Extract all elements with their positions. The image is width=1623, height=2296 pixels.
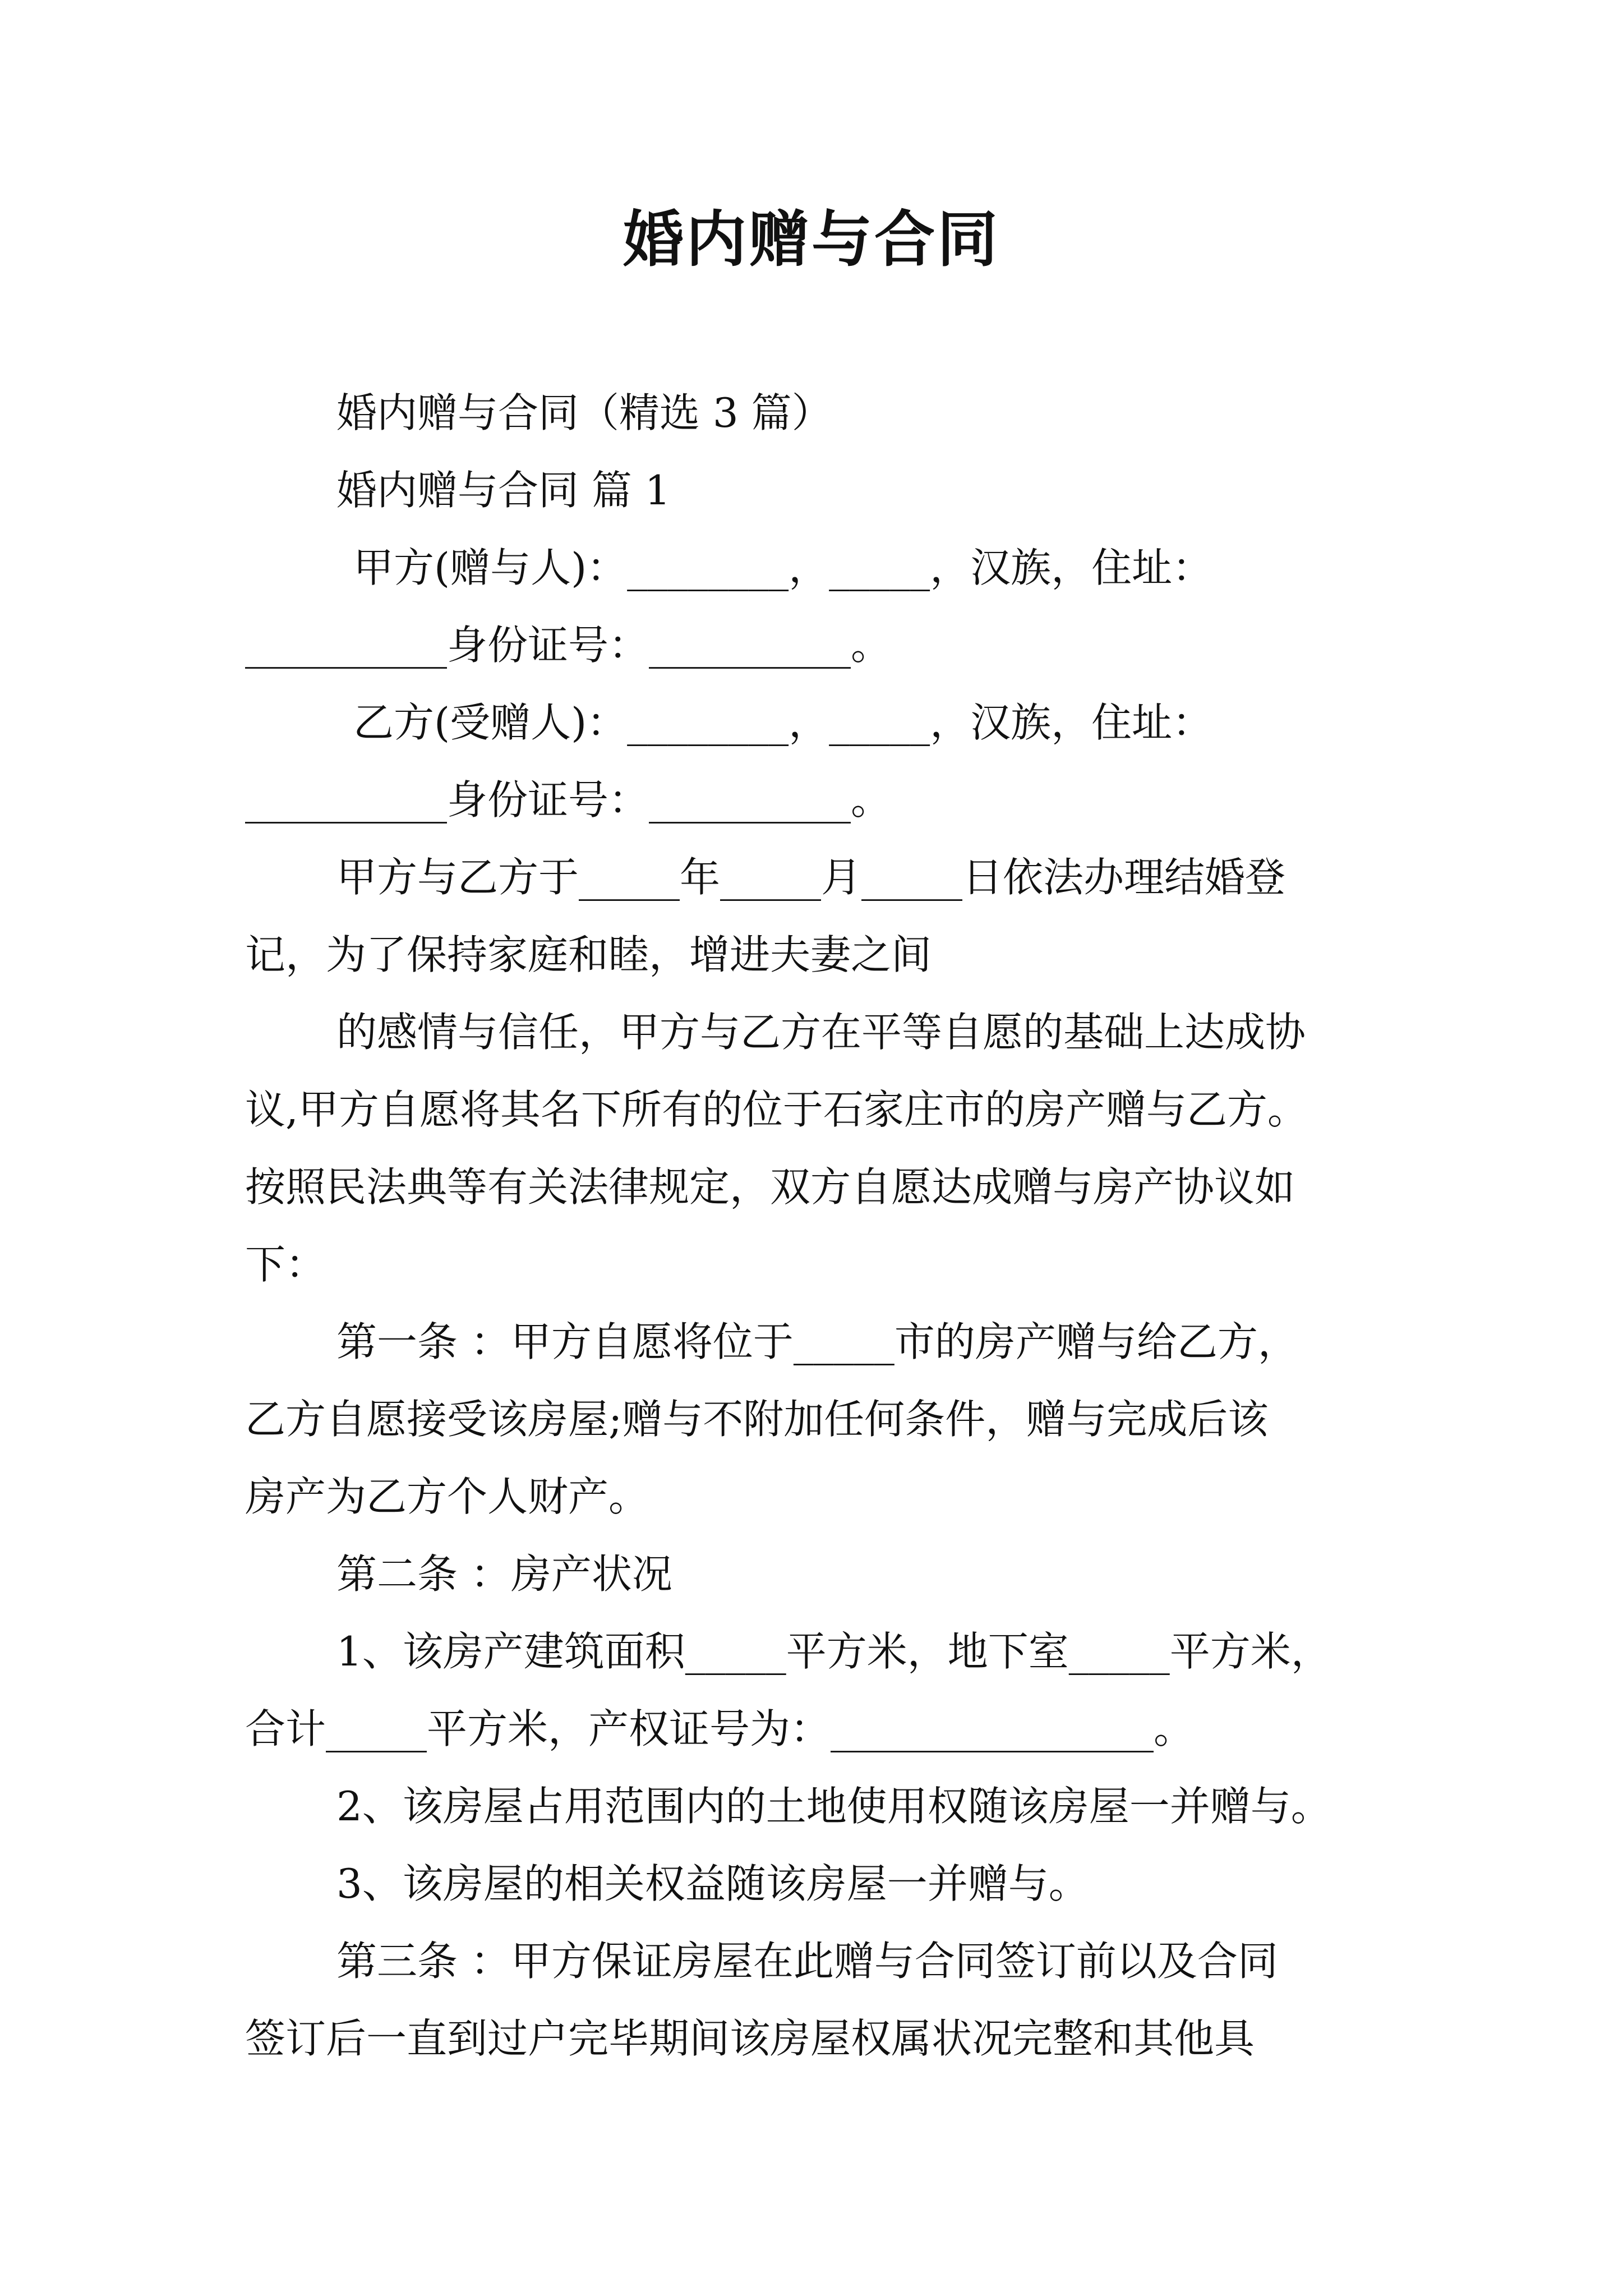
paragraph-line: 甲方与乙方于_____年_____月_____日依法办理结婚登 bbox=[336, 854, 1286, 901]
article-two-item: 2、该房屋占用范围内的土地使用权随该房屋一并赠与。 bbox=[336, 1783, 1331, 1830]
article-one-line: 房产为乙方个人财产。 bbox=[245, 1473, 649, 1520]
article-two-item: 3、该房屋的相关权益随该房屋一并赠与。 bbox=[336, 1860, 1089, 1907]
article-two-heading: 第二条 ：房产状况 bbox=[336, 1550, 672, 1598]
party-a-line: 甲方(赠与人)：________，_____，汉族，住址： bbox=[353, 544, 1213, 591]
subtitle-selection: 婚内赠与合同（精选 3 篇） bbox=[336, 389, 832, 436]
paragraph-line: 议,甲方自愿将其名下所有的位于石家庄市的房产赠与乙方。 bbox=[245, 1086, 1308, 1133]
section-heading: 婚内赠与合同 篇 1 bbox=[336, 467, 671, 514]
article-one-line: 第一条 ：甲方自愿将位于_____市的房产赠与给乙方， bbox=[336, 1318, 1298, 1365]
article-two-item: 1、该房产建筑面积_____平方米，地下室_____平方米， bbox=[336, 1628, 1331, 1675]
document-title: 婚内赠与合同 bbox=[623, 204, 1000, 275]
party-b-line: 乙方(受赠人)：________，_____，汉族，住址： bbox=[353, 699, 1213, 746]
party-a-id-line: __________身份证号：__________。 bbox=[245, 622, 892, 669]
paragraph-line: 的感情与信任，甲方与乙方在平等自愿的基础上达成协 bbox=[336, 1009, 1306, 1056]
article-three-line: 第三条 ：甲方保证房屋在此赠与合同签订前以及合同 bbox=[336, 1938, 1278, 1985]
article-two-item: 合计_____平方米，产权证号为：________________。 bbox=[245, 1705, 1195, 1752]
article-one-line: 乙方自愿接受该房屋;赠与不附加任何条件，赠与完成后该 bbox=[245, 1396, 1269, 1443]
paragraph-line: 下： bbox=[245, 1241, 326, 1288]
paragraph-line: 记，为了保持家庭和睦，增进夫妻之间 bbox=[245, 931, 932, 978]
paragraph-line: 按照民法典等有关法律规定，双方自愿达成赠与房产协议如 bbox=[245, 1163, 1295, 1211]
party-b-id-line: __________身份证号：__________。 bbox=[245, 776, 892, 823]
article-three-line: 签订后一直到过户完毕期间该房屋权属状况完整和其他具 bbox=[245, 2015, 1255, 2062]
